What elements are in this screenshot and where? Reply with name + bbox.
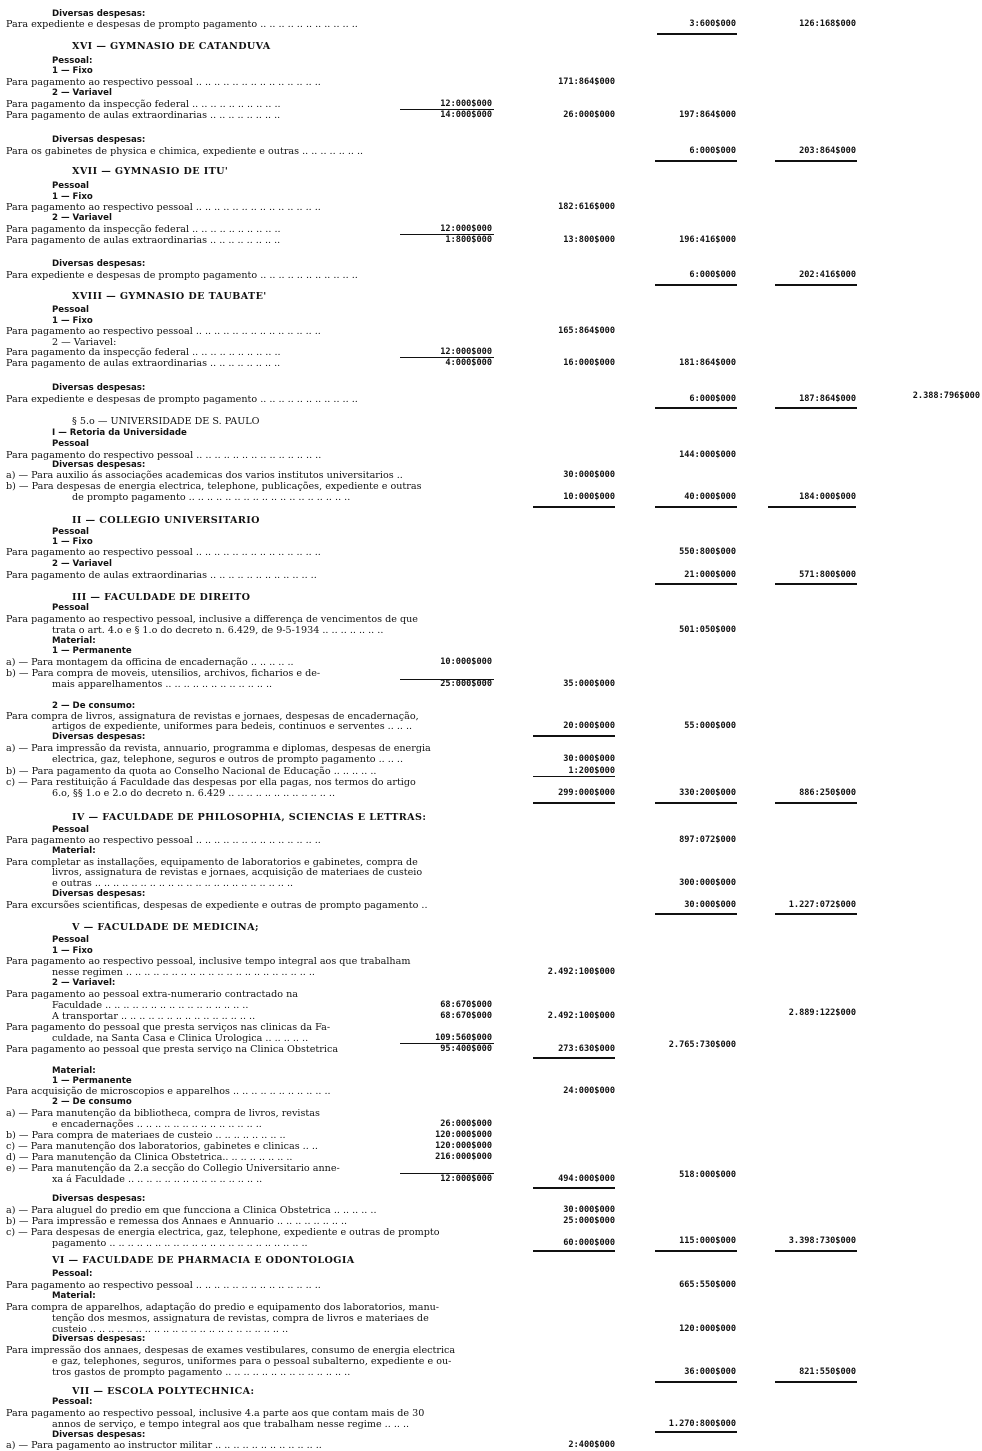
text-line: Para os gabinetes de physica e chimica, expediente e outras .. .. .. .. .. .. .. <box>6 146 364 157</box>
text-line: Para expediente e despesas de prompto pagamento .. .. .. .. .. .. .. .. .. .. .. <box>6 270 358 281</box>
subheading: 1 — Fixo <box>52 66 93 76</box>
text-line: Para pagamento ao pessoal extra-numerario contractado na <box>6 989 298 1000</box>
amount-value: 95:400$000 <box>440 1044 492 1054</box>
amount-value: 109:560$000 <box>435 1033 492 1043</box>
subheading: Diversas despesas: <box>52 1334 146 1344</box>
rule <box>533 802 615 804</box>
subheading: Pessoal: <box>52 56 93 66</box>
amount-value: 197:864$000 <box>679 110 736 120</box>
amount-value: 1:800$000 <box>445 235 492 245</box>
text-line: a) — Para montagem da officina de encadernação .. .. .. .. .. <box>6 657 294 668</box>
rule <box>655 1250 737 1252</box>
subheading: 2 — Variavel: <box>52 978 116 988</box>
text-line: de prompto pagamento .. .. .. .. .. .. .. .. .. .. .. .. .. .. .. .. .. .. <box>72 492 351 503</box>
text-line: Para pagamento da inspecção federal .. .. .. .. .. .. .. .. .. .. <box>6 99 281 110</box>
rule <box>655 160 737 162</box>
text-line: Para expediente e despesas de prompto pagamento .. .. .. .. .. .. .. .. .. .. .. <box>6 394 358 405</box>
subheading: Material: <box>52 636 96 646</box>
amount-value: 2.765:730$000 <box>668 1040 736 1050</box>
amount-value: 1:200$000 <box>568 766 615 776</box>
subheading: Diversas despesas: <box>52 383 146 393</box>
amount-value: 330:200$000 <box>679 788 736 798</box>
subheading: Pessoal <box>52 527 90 537</box>
text-line: trata o art. 4.o e § 1.o do decreto n. 6.429, de 9-5-1934 .. .. .. .. .. .. .. <box>52 625 384 636</box>
amount-value: 494:000$000 <box>558 1174 615 1184</box>
amount-value: 2.889:122$000 <box>788 1008 856 1018</box>
text-line: Para pagamento do respectivo pessoal .. .. .. .. .. .. .. .. .. .. .. .. .. .. <box>6 450 322 461</box>
text-line: Para pagamento ao respectivo pessoal, inclusive 4.a parte aos que contam mais de 30 <box>6 1408 425 1419</box>
text-line: c) — Para despesas de energia electrica, gaz, telephone, expediente e outras de prompto <box>6 1227 440 1238</box>
amount-value: 897:072$000 <box>679 835 736 845</box>
amount-value: 6:000$000 <box>689 394 736 404</box>
amount-value: 30:000$000 <box>563 754 615 764</box>
rule <box>655 1431 737 1433</box>
rule <box>775 1250 857 1252</box>
rule <box>768 506 856 508</box>
text-line: Para excursões scientificas, despesas de expediente e outras de prompto pagamento .. <box>6 900 428 911</box>
subheading: Diversas despesas: <box>52 460 146 470</box>
amount-value: 3:600$000 <box>689 19 736 29</box>
amount-value: 2.492:100$000 <box>547 1011 615 1021</box>
amount-value: 120:000$000 <box>435 1130 492 1140</box>
amount-value: 2.492:100$000 <box>547 967 615 977</box>
text-line: e) — Para manutenção da 2.a secção do Collegio Universitario anne- <box>6 1163 340 1174</box>
subheading: Pessoal <box>52 935 90 945</box>
text-line: livros, assignatura de revistas e jornaes, acquisição de materiaes de custeio <box>52 867 423 878</box>
text-line: annos de serviço, e tempo integral aos que trabalham nesse regime .. .. .. <box>52 1419 410 1430</box>
amount-value: 299:000$000 <box>558 788 615 798</box>
amount-value: 120:000$000 <box>679 1324 736 1334</box>
amount-value: 886:250$000 <box>799 788 856 798</box>
text-line: Para compra de livros, assignatura de revistas e jornaes, despesas de encadernação, <box>6 711 419 722</box>
amount-value: 60:000$000 <box>563 1238 615 1248</box>
text-line: tros gastos de prompto pagamento .. .. .. .. .. .. .. .. .. .. .. .. .. .. <box>52 1367 351 1378</box>
amount-value: 13:800$000 <box>563 235 615 245</box>
rule <box>533 1250 615 1252</box>
text-line: Para pagamento de aulas extraordinarias .. .. .. .. .. .. .. .. <box>6 110 281 121</box>
amount-value: 665:550$000 <box>679 1280 736 1290</box>
amount-value: 30:000$000 <box>563 1205 615 1215</box>
text-line: a) — Para aluguel do predio em que funcciona a Clinica Obstetrica .. .. .. .. .. <box>6 1205 377 1216</box>
rule <box>655 913 737 915</box>
section-heading: VII — ESCOLA POLYTECHNICA: <box>72 1386 255 1397</box>
rule <box>655 1381 737 1383</box>
text-line: Para pagamento ao respectivo pessoal, inclusive tempo integral aos que trabalham <box>6 956 411 967</box>
text-line: Para impressão dos annaes, despesas de exames vestibulares, consumo de energia electrica <box>6 1345 456 1356</box>
text-line: a) — Para auxilio ás associações academicas dos varios institutos universitarios .. <box>6 470 403 481</box>
rule <box>533 735 615 737</box>
amount-value: 2:400$000 <box>568 1440 615 1450</box>
text-line: c) — Para restituição á Faculdade das despesas por ella pagas, nos termos do artigo <box>6 777 416 788</box>
amount-value: 30:000$000 <box>563 470 615 480</box>
text-line: Faculdade .. .. .. .. .. .. .. .. .. .. .. .. .. .. .. .. <box>52 1000 249 1011</box>
amount-value: 6:000$000 <box>689 270 736 280</box>
amount-value: 26:000$000 <box>440 1119 492 1129</box>
text-line: Para pagamento da inspecção federal .. .. .. .. .. .. .. .. .. .. <box>6 224 281 235</box>
text-line: § 5.o — UNIVERSIDADE DE S. PAULO <box>72 416 260 427</box>
section-heading: V — FACULDADE DE MEDICINA; <box>72 922 259 933</box>
subheading: 1 — Permanente <box>52 1076 132 1086</box>
text-line: Para pagamento ao respectivo pessoal .. .. .. .. .. .. .. .. .. .. .. .. .. .. <box>6 835 321 846</box>
text-line: culdade, na Santa Casa e Clinica Urologica .. .. .. .. .. <box>52 1033 309 1044</box>
subheading: Pessoal <box>52 825 90 835</box>
amount-value: 40:000$000 <box>684 492 736 502</box>
subheading: Pessoal <box>52 439 90 449</box>
text-line: Para expediente e despesas de prompto pagamento .. .. .. .. .. .. .. .. .. .. .. <box>6 19 358 30</box>
amount-value: 36:000$000 <box>684 1367 736 1377</box>
text-line: Para pagamento ao respectivo pessoal .. .. .. .. .. .. .. .. .. .. .. .. .. .. <box>6 326 321 337</box>
text-line: e gaz, telephones, seguros, uniformes para o pessoal subalterno, expediente e ou- <box>52 1356 452 1367</box>
subheading: I — Retoria da Universidade <box>52 428 187 438</box>
rule <box>655 802 737 804</box>
amount-value: 12:000$000 <box>440 347 492 357</box>
amount-value: 12:000$000 <box>440 224 492 234</box>
section-heading: XVI — GYMNASIO DE CATANDUVA <box>72 41 271 52</box>
text-line: c) — Para manutenção dos laboratorios, gabinetes e clinicas .. .. <box>6 1141 318 1152</box>
text-line: 2 — Variavel: <box>52 337 117 348</box>
subheading: 1 — Fixo <box>52 316 93 326</box>
amount-value: 26:000$000 <box>563 110 615 120</box>
rule <box>655 284 737 286</box>
amount-value: 273:630$000 <box>558 1044 615 1054</box>
rule <box>655 506 737 508</box>
text-line: b) — Para compra de materiaes de custeio .. .. .. .. .. .. .. .. <box>6 1130 286 1141</box>
amount-value: 55:000$000 <box>684 721 736 731</box>
subheading: 2 — Variavel <box>52 559 112 569</box>
text-line: Para pagamento de aulas extraordinarias .. .. .. .. .. .. .. .. <box>6 358 281 369</box>
amount-value: 120:000$000 <box>435 1141 492 1151</box>
amount-value: 216:000$000 <box>435 1152 492 1162</box>
section-heading: VI — FACULDADE DE PHARMACIA E ODONTOLOGIA <box>52 1255 355 1266</box>
text-line: A transportar .. .. .. .. .. .. .. .. .. .. .. .. .. .. .. <box>52 1011 256 1022</box>
text-line: Para pagamento do pessoal que presta serviços nas clinicas da Fa- <box>6 1022 331 1033</box>
subheading: Diversas despesas: <box>52 732 146 742</box>
subheading: Diversas despesas: <box>52 889 146 899</box>
subheading: Pessoal <box>52 181 90 191</box>
amount-value: 550:800$000 <box>679 547 736 557</box>
amount-value: 25:000$000 <box>440 679 492 689</box>
text-line: Para pagamento ao respectivo pessoal .. .. .. .. .. .. .. .. .. .. .. .. .. .. <box>6 77 321 88</box>
rule <box>775 160 857 162</box>
text-line: b) — Para compra de moveis, utensilios, archivos, ficharios e de- <box>6 668 321 679</box>
amount-value: 4:000$000 <box>445 358 492 368</box>
rule <box>655 583 737 585</box>
text-line: b) — Para despesas de energia electrica, telephone, publicações, expediente e outras <box>6 481 422 492</box>
amount-value: 3.398:730$000 <box>788 1236 856 1246</box>
text-line: Para completar as installações, equipamento de laboratorios e gabinetes, compra de <box>6 857 418 868</box>
rule <box>657 33 737 35</box>
section-heading: III — FACULDADE DE DIREITO <box>72 592 251 603</box>
amount-value: 501:050$000 <box>679 625 736 635</box>
text-line: Para compra de apparelhos, adaptação do predio e equipamento dos laboratorios, manu- <box>6 1302 440 1313</box>
subheading: Diversas despesas: <box>52 1430 146 1440</box>
text-line: b) — Para impressão e remessa dos Annaes e Annuario .. .. .. .. .. .. .. .. <box>6 1216 348 1227</box>
rule <box>655 407 737 409</box>
subheading: 1 — Fixo <box>52 537 93 547</box>
subheading: 1 — Fixo <box>52 946 93 956</box>
amount-value: 10:000$000 <box>440 657 492 667</box>
text-line: pagamento .. .. .. .. .. .. .. .. .. .. .. .. .. .. .. .. .. .. .. .. .. .. <box>52 1238 308 1249</box>
text-line: artigos de expediente, uniformes para bedeis, continuos e serventes .. .. .. <box>52 721 413 732</box>
amount-value: 30:000$000 <box>684 900 736 910</box>
rule <box>775 802 857 804</box>
amount-value: 518:000$000 <box>679 1170 736 1180</box>
subheading: Material: <box>52 1291 96 1301</box>
subheading: 2 — Variavel <box>52 213 112 223</box>
subheading: Material: <box>52 846 96 856</box>
text-line: Para pagamento ao respectivo pessoal, inclusive a differença de vencimentos de que <box>6 614 418 625</box>
text-line: 6.o, §§ 1.o e 2.o do decreto n. 6.429 .. .. .. .. .. .. .. .. .. .. .. .. <box>52 788 335 799</box>
amount-value: 20:000$000 <box>563 721 615 731</box>
text-line: Para pagamento da inspecção federal .. .. .. .. .. .. .. .. .. .. <box>6 347 281 358</box>
amount-value: 1.270:800$000 <box>668 1419 736 1429</box>
subheading: Pessoal <box>52 603 90 613</box>
amount-value: 126:168$000 <box>799 19 856 29</box>
section-heading: XVIII — GYMNASIO DE TAUBATE' <box>72 291 267 302</box>
amount-value: 16:000$000 <box>563 358 615 368</box>
text-line: a) — Para impressão da revista, annuario, programma e diplomas, despesas de energia <box>6 743 431 754</box>
amount-value: 165:864$000 <box>558 326 615 336</box>
amount-value: 68:670$000 <box>440 1011 492 1021</box>
amount-value: 821:550$000 <box>799 1367 856 1377</box>
subheading: Pessoal: <box>52 1269 93 1279</box>
text-line: b) — Para pagamento da quota ao Conselho Nacional de Educação .. .. .. .. .. <box>6 766 377 777</box>
amount-value: 181:864$000 <box>679 358 736 368</box>
subheading: 2 — De consumo <box>52 1097 132 1107</box>
amount-value: 115:000$000 <box>679 1236 736 1246</box>
text-line: e outras .. .. .. .. .. .. .. .. .. .. .. .. .. .. .. .. .. .. .. .. .. .. <box>52 878 294 889</box>
amount-value: 12:000$000 <box>440 99 492 109</box>
text-line: nesse regimen .. .. .. .. .. .. .. .. .. .. .. .. .. .. .. .. .. .. .. .. .. <box>52 967 315 978</box>
rule <box>533 1187 615 1189</box>
subheading: 2 — Variavel <box>52 88 112 98</box>
subheading: 1 — Permanente <box>52 646 132 656</box>
rule <box>775 583 857 585</box>
rule <box>775 913 857 915</box>
text-line: a) — Para pagamento ao instructor militar .. .. .. .. .. .. .. .. .. .. .. .. <box>6 1440 322 1451</box>
text-line: mais apparelhamentos .. .. .. .. .. .. .. .. .. .. .. .. <box>52 679 273 690</box>
text-line: Para acquisição de microscopios e apparelhos .. .. .. .. .. .. .. .. .. .. .. <box>6 1086 331 1097</box>
amount-value: 12:000$000 <box>440 1174 492 1184</box>
section-heading: XVII — GYMNASIO DE ITU' <box>72 166 229 177</box>
amount-value: 21:000$000 <box>684 570 736 580</box>
text-line: Para pagamento ao pessoal que presta serviço na Clinica Obstetrica <box>6 1044 339 1055</box>
text-line: electrica, gaz, telephone, seguros e outros de prompto pagamento .. .. .. <box>52 754 404 765</box>
rule <box>533 1057 615 1059</box>
amount-value: 14:000$000 <box>440 110 492 120</box>
section-heading: IV — FACULDADE DE PHILOSOPHIA, SCIENCIAS E LETTRAS: <box>72 812 427 823</box>
subheading: 2 — De consumo: <box>52 701 136 711</box>
rule <box>775 407 857 409</box>
amount-value: 187:864$000 <box>799 394 856 404</box>
amount-value: 300:000$000 <box>679 878 736 888</box>
subheading: Diversas despesas: <box>52 1194 146 1204</box>
subheading: Pessoal: <box>52 1397 93 1407</box>
text-line: Para pagamento de aulas extraordinarias .. .. .. .. .. .. .. .. .. .. .. .. <box>6 570 317 581</box>
text-line: Para pagamento ao respectivo pessoal .. .. .. .. .. .. .. .. .. .. .. .. .. .. <box>6 547 321 558</box>
text-line: tenção dos mesmos, assignatura de revistas, compra de livros e materiaes de <box>52 1313 429 1324</box>
amount-value: 35:000$000 <box>563 679 615 689</box>
section-heading: II — COLLEGIO UNIVERSITARIO <box>72 515 260 526</box>
text-line: Para pagamento ao respectivo pessoal .. .. .. .. .. .. .. .. .. .. .. .. .. .. <box>6 202 321 213</box>
amount-value: 2.388:796$000 <box>912 391 980 401</box>
amount-value: 68:670$000 <box>440 1000 492 1010</box>
amount-value: 10:000$000 <box>563 492 615 502</box>
amount-value: 25:000$000 <box>563 1216 615 1226</box>
text-line: Para pagamento de aulas extraordinarias .. .. .. .. .. .. .. .. <box>6 235 281 246</box>
text-line: custeio .. .. .. .. .. .. .. .. .. .. .. .. .. .. .. .. .. .. .. .. .. .. <box>52 1324 289 1335</box>
text-line: xa á Faculdade .. .. .. .. .. .. .. .. .. .. .. .. .. .. .. <box>52 1174 263 1185</box>
amount-value: 203:864$000 <box>799 146 856 156</box>
amount-value: 144:000$000 <box>679 450 736 460</box>
rule <box>775 284 857 286</box>
rule <box>775 1381 857 1383</box>
amount-value: 24:000$000 <box>563 1086 615 1096</box>
subheading: Diversas despesas: <box>52 135 146 145</box>
amount-value: 196:416$000 <box>679 235 736 245</box>
text-line: d) — Para manutenção da Clinica Obstetrica.. .. .. .. .. .. .. .. <box>6 1152 293 1163</box>
amount-value: 1.227:072$000 <box>788 900 856 910</box>
text-line: a) — Para manutenção da bibliotheca, compra de livros, revistas <box>6 1108 320 1119</box>
rule <box>533 506 615 508</box>
amount-value: 6:000$000 <box>689 146 736 156</box>
amount-value: 182:616$000 <box>558 202 615 212</box>
subheading: Diversas despesas: <box>52 259 146 269</box>
subheading: 1 — Fixo <box>52 192 93 202</box>
amount-value: 171:864$000 <box>558 77 615 87</box>
subheading: Pessoal <box>52 305 90 315</box>
text-line: Para pagamento ao respectivo pessoal .. .. .. .. .. .. .. .. .. .. .. .. .. .. <box>6 1280 321 1291</box>
amount-value: 184:000$000 <box>799 492 856 502</box>
subheading: Material: <box>52 1066 96 1076</box>
text-line: e encadernações .. .. .. .. .. .. .. .. .. .. .. .. .. .. <box>52 1119 262 1130</box>
amount-value: 571:800$000 <box>799 570 856 580</box>
subheading: Diversas despesas: <box>52 9 146 19</box>
amount-value: 202:416$000 <box>799 270 856 280</box>
